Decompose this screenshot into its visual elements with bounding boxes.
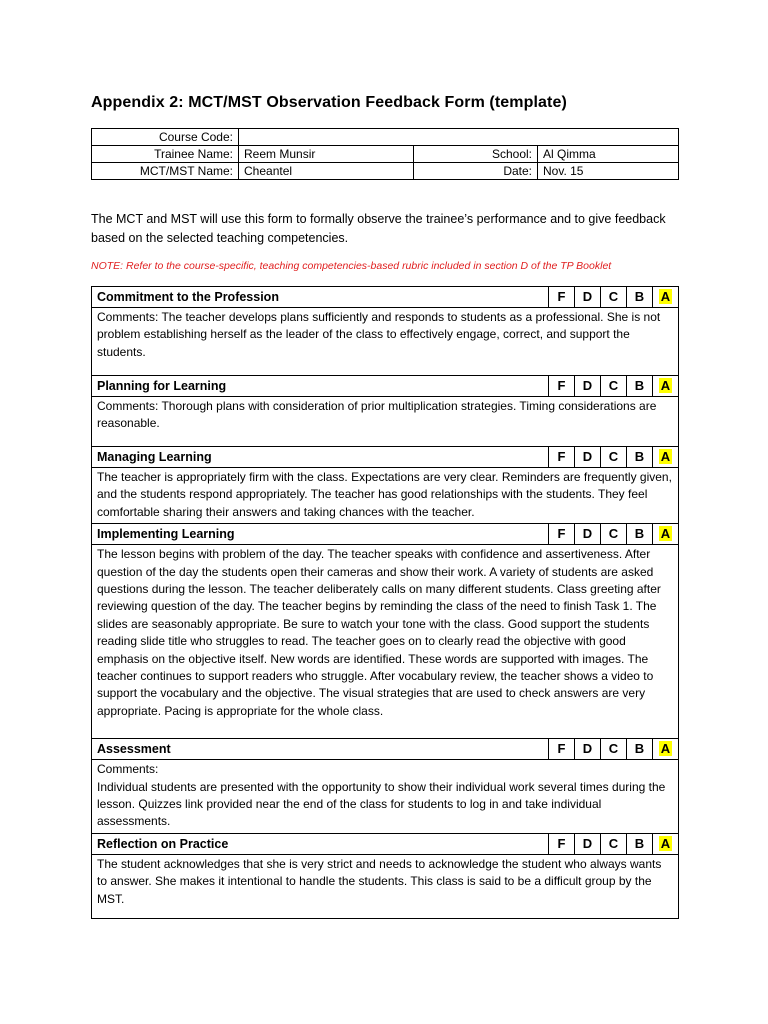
grade-label: F [557,289,566,304]
comments-label: Comments: [97,762,159,777]
grade-option-d[interactable] [575,524,601,545]
grade-option-b[interactable] [627,376,653,397]
grade-label: F [557,378,566,393]
comments-text: The student acknowledges that she is very strict and needs to acknowledge the student who always wants to answer. She makes it intentional to handle the students. This class is said to be a difficult group by the MST. [97,856,662,906]
competency-comments-row [92,854,679,918]
competency-comments [92,854,679,918]
grade-option-d[interactable] [575,287,601,308]
competency-comments [92,760,679,834]
grade-label: C [608,449,619,464]
grade-option-a[interactable] [653,287,679,308]
grade-option-a[interactable] [653,739,679,760]
info-row-trainee [92,146,679,163]
competency-comments-row [92,760,679,834]
grade-label: C [608,289,619,304]
grade-label: B [634,526,645,542]
grade-label: A [660,835,671,851]
grade-label: C [608,378,619,393]
competency-header-row [92,447,679,468]
grade-label: D [582,378,593,393]
grade-option-d[interactable] [575,376,601,397]
mct-name-label: MCT/MST Name: [92,163,239,180]
competency-comments-row [92,468,679,524]
grade-label: A [660,741,671,757]
competency-name: Managing Learning [92,447,549,468]
grade-option-c[interactable] [601,376,627,397]
grade-label: A [660,289,671,304]
school-value: Al Qimma [538,146,679,163]
grade-option-c[interactable] [601,833,627,854]
grade-option-a[interactable] [653,524,679,545]
grade-label: C [608,835,619,851]
info-row-course [92,129,679,146]
competencies-body [92,287,679,919]
competency-comments [92,468,679,524]
grade-option-c[interactable] [601,287,627,308]
grade-option-b[interactable] [627,739,653,760]
grade-label: C [608,741,619,757]
grade-option-d[interactable] [575,447,601,468]
grade-option-f[interactable] [549,447,575,468]
grade-label: F [557,449,566,464]
grade-label: F [557,741,566,757]
grade-option-c[interactable] [601,524,627,545]
grade-option-a[interactable] [653,833,679,854]
grade-label: B [634,378,645,393]
grade-option-b[interactable] [627,287,653,308]
grade-option-f[interactable] [549,739,575,760]
grade-label: D [582,449,593,464]
trainee-name-value: Reem Munsir [239,146,414,163]
grade-option-d[interactable] [575,833,601,854]
grade-option-f[interactable] [549,833,575,854]
intro-paragraph: The MCT and MST will use this form to formally observe the trainee’s performance and to give feedback based on the selected teaching competencies. [91,212,666,245]
competency-comments [92,545,679,739]
competency-comments [92,397,679,447]
grade-option-d[interactable] [575,739,601,760]
school-label: School: [414,146,538,163]
competency-header-row [92,287,679,308]
competency-header-row [92,376,679,397]
competencies-table [91,286,679,919]
comments-text: Individual students are presented with the opportunity to show their individual work several times during the lesson. Quizzes link provided near the end of the class for students to log in and take individual assessments. [97,779,666,829]
grade-label: B [634,835,645,851]
competency-name: Assessment [92,739,549,760]
rubric-note: NOTE: Refer to the course-specific, teaching competencies-based rubric included in section D of the TP Booklet [91,260,612,272]
grade-option-b[interactable] [627,524,653,545]
grade-label: D [582,741,593,757]
grade-label: F [557,526,566,542]
competency-name: Commitment to the Profession [92,287,549,308]
grade-label: D [582,835,593,851]
grade-label: B [634,289,645,304]
mct-name-value: Cheantel [239,163,414,180]
course-code-value [239,129,679,146]
trainee-name-label: Trainee Name: [92,146,239,163]
grade-option-f[interactable] [549,287,575,308]
course-code-label: Course Code: [92,129,239,146]
grade-label: C [608,526,619,542]
competency-comments-row [92,308,679,376]
grade-label: B [634,449,645,464]
grade-label: A [660,449,671,464]
competency-comments-row [92,545,679,739]
comments-text: The lesson begins with problem of the day. The teacher speaks with confidence and assertiveness. After question of the day the students open their cameras and show their work. A variety of students are asked questions during the lesson. The teacher deliberately calls on many different students. Class greeting after reviewing question of the day. The teacher begins by reminding the class of the need to finish Task 1. The slides are seasonably appropriate. Be sure to watch your tone with the class. Good support the students reading slide title who struggles to read. The teacher goes on to clearly read the objective with good emphasis on the objective itself. New words are identified. These words are supported with images. The teacher continues to support readers who struggle. After vocabulary review, the teacher shows a video to support the vocabulary and the objective. The visual strategies that are used to check answers are very appropriate. Pacing is appropriate for the whole class. [97,547,661,718]
grade-option-f[interactable] [549,376,575,397]
comments-text: The teacher is appropriately firm with the class. Expectations are very clear. Reminders are frequently given, and the students respond appropriately. The teacher has good relationships with the students. They feel comfortable sharing their answers and taking chances with the teacher. [97,470,672,519]
grade-label: A [660,378,671,393]
comments-text: Comments: Thorough plans with consideration of prior multiplication strategies. Timing considerations are reasonable. [97,399,657,431]
grade-option-f[interactable] [549,524,575,545]
competency-name: Reflection on Practice [92,833,549,854]
competency-name: Planning for Learning [92,376,549,397]
date-label: Date: [414,163,538,180]
grade-option-c[interactable] [601,447,627,468]
competency-comments [92,308,679,376]
grade-label: D [582,526,593,542]
competency-header-row [92,739,679,760]
grade-option-c[interactable] [601,739,627,760]
grade-option-b[interactable] [627,833,653,854]
competency-name: Implementing Learning [92,524,549,545]
date-value: Nov. 15 [538,163,679,180]
grade-label: B [634,741,645,757]
info-table [91,128,679,180]
grade-option-a[interactable] [653,376,679,397]
competency-header-row [92,524,679,545]
info-row-mct [92,163,679,180]
grade-option-a[interactable] [653,447,679,468]
grade-label: D [582,289,593,304]
page-title: Appendix 2: MCT/MST Observation Feedback Form (template) [91,94,567,111]
comments-text: Comments: The teacher develops plans sufficiently and responds to students as a professional. She is not problem establishing herself as the leader of the class to effectively engage, correct, and support the students. [97,310,661,359]
grade-option-b[interactable] [627,447,653,468]
grade-label: A [660,526,671,542]
grade-label: F [557,835,566,851]
competency-header-row [92,833,679,854]
competency-comments-row [92,397,679,447]
